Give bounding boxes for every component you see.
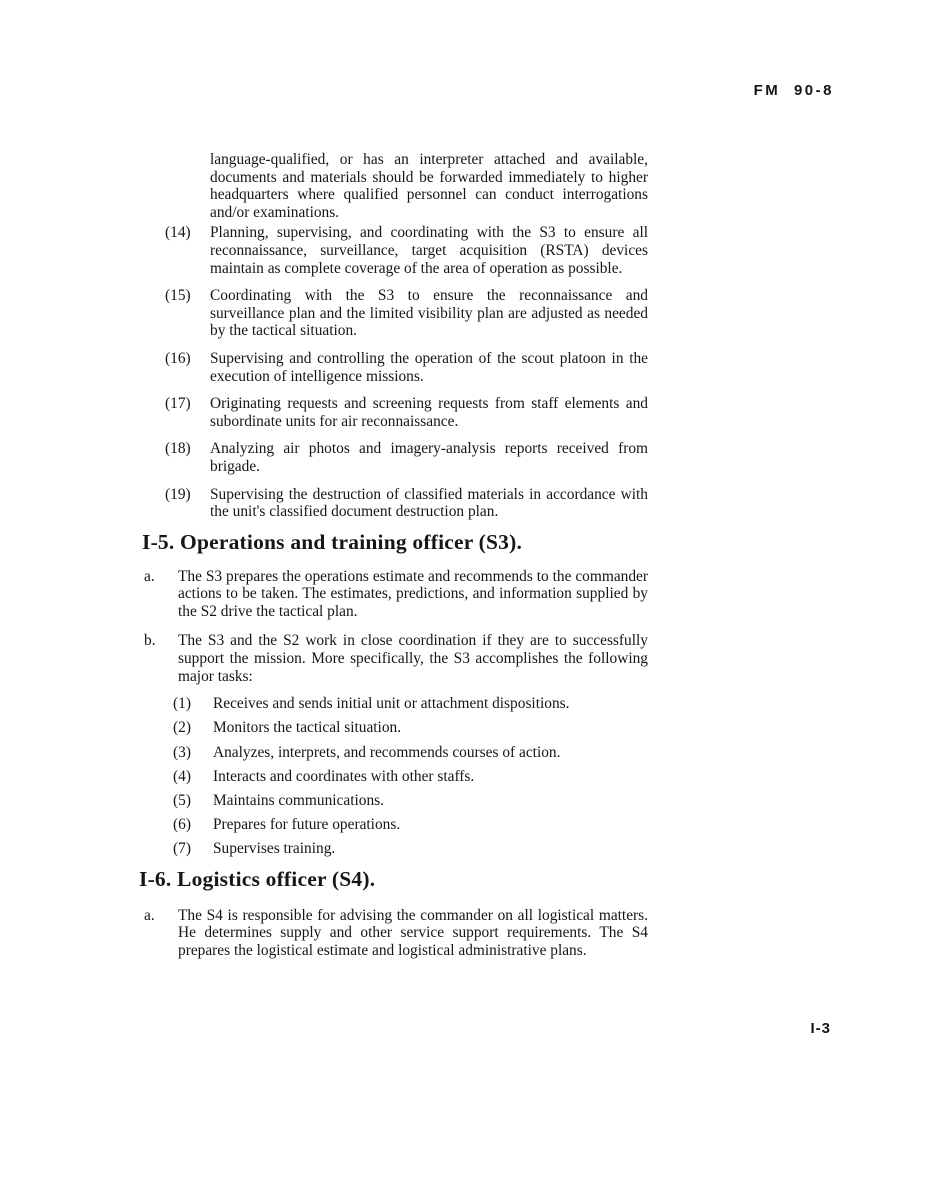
subitem-text: Supervises training. — [213, 840, 336, 858]
subitem-text: Maintains communications. — [213, 792, 384, 810]
subitem-text: Interacts and coordinates with other staffs. — [213, 767, 475, 785]
subitem-3 — [137, 741, 652, 765]
item-text: Supervising and controlling the operation of the scout platoon in the execution of intelligence missions. — [210, 349, 648, 385]
item-text: The S3 and the S2 work in close coordination if they are to successfully support the mission. More specifically, the S3 accomplishes the following major tasks: — [178, 632, 648, 685]
item-number: (17) — [165, 395, 191, 413]
numbered-item-19 — [137, 486, 652, 521]
subitem-number: (1) — [173, 695, 191, 713]
subitem-1 — [137, 692, 652, 716]
item-text: The S4 is responsible for advising the commander on all logistical matters. He determines supply and other service support requirements. The S4 prepares the logistical estimate and logistical administrative plans. — [178, 906, 648, 959]
numbered-item-14 — [137, 224, 652, 277]
subitem-text: Monitors the tactical situation. — [213, 719, 402, 737]
numbered-item-16 — [137, 350, 652, 385]
item-number: (19) — [165, 485, 191, 503]
item-text: Supervising the destruction of classified materials in accordance with the unit's classified document destruction plan. — [210, 485, 648, 521]
numbered-item-18 — [137, 440, 652, 475]
subitem-number: (7) — [173, 840, 191, 858]
lettered-item-i6-a — [137, 907, 652, 960]
subitem-7 — [137, 837, 652, 861]
item-letter: a. — [144, 567, 155, 585]
item-letter: b. — [144, 632, 156, 650]
subitem-2 — [137, 716, 652, 740]
numbered-item-17 — [137, 395, 652, 430]
lettered-item-i5-a — [137, 568, 652, 621]
subitem-number: (3) — [173, 743, 191, 761]
item-number: (18) — [165, 440, 191, 458]
section-heading-i5: I-5. Operations and training officer (S3). — [142, 529, 523, 554]
item-number: (16) — [165, 349, 191, 367]
item-number: (14) — [165, 224, 191, 242]
subitem-4 — [137, 765, 652, 789]
section-heading-i6: I-6. Logistics officer (S4). — [139, 866, 376, 891]
lettered-item-i5-b — [137, 632, 652, 685]
subitem-number: (2) — [173, 719, 191, 737]
item-number: (15) — [165, 287, 191, 305]
header-doc-ref: FM 90-8 — [753, 82, 834, 99]
subitem-number: (6) — [173, 816, 191, 834]
item-text: Originating requests and screening requests from staff elements and subordinate units for air reconnaissance. — [210, 395, 648, 430]
item-text: The S3 prepares the operations estimate and recommends to the commander actions to be taken. The estimates, predictions, and information supplied by the S2 drive the tactical plan. — [178, 567, 648, 620]
item-text: Coordinating with the S3 to ensure the reconnaissance and surveillance plan and the limited visibility plan are adjusted as needed by the tactical situation. — [210, 287, 648, 340]
subitem-6 — [137, 813, 652, 837]
subitem-text: Analyzes, interprets, and recommends courses of action. — [213, 743, 561, 761]
subitem-5 — [137, 789, 652, 813]
continuation-paragraph: language-qualified, or has an interpreter attached and available, documents and materials should be forwarded immediately to higher headquarters where qualified personnel can conduct interrogations and/or examinations. — [210, 151, 648, 221]
item-text: Planning, supervising, and coordinating with the S3 to ensure all reconnaissance, surveillance, target acquisition (RSTA) devices maintain as complete coverage of the area of operation as possible. — [210, 224, 648, 277]
subitem-text: Prepares for future operations. — [213, 816, 401, 834]
subitem-list — [137, 692, 652, 861]
subitem-text: Receives and sends initial unit or attachment dispositions. — [213, 695, 570, 713]
numbered-item-15 — [137, 287, 652, 340]
item-letter: a. — [144, 906, 155, 924]
item-text: Analyzing air photos and imagery-analysis reports received from brigade. — [210, 440, 648, 475]
page-content — [137, 151, 652, 959]
subitem-number: (4) — [173, 767, 191, 785]
subitem-number: (5) — [173, 792, 191, 810]
footer-page-number: I-3 — [810, 1020, 831, 1037]
